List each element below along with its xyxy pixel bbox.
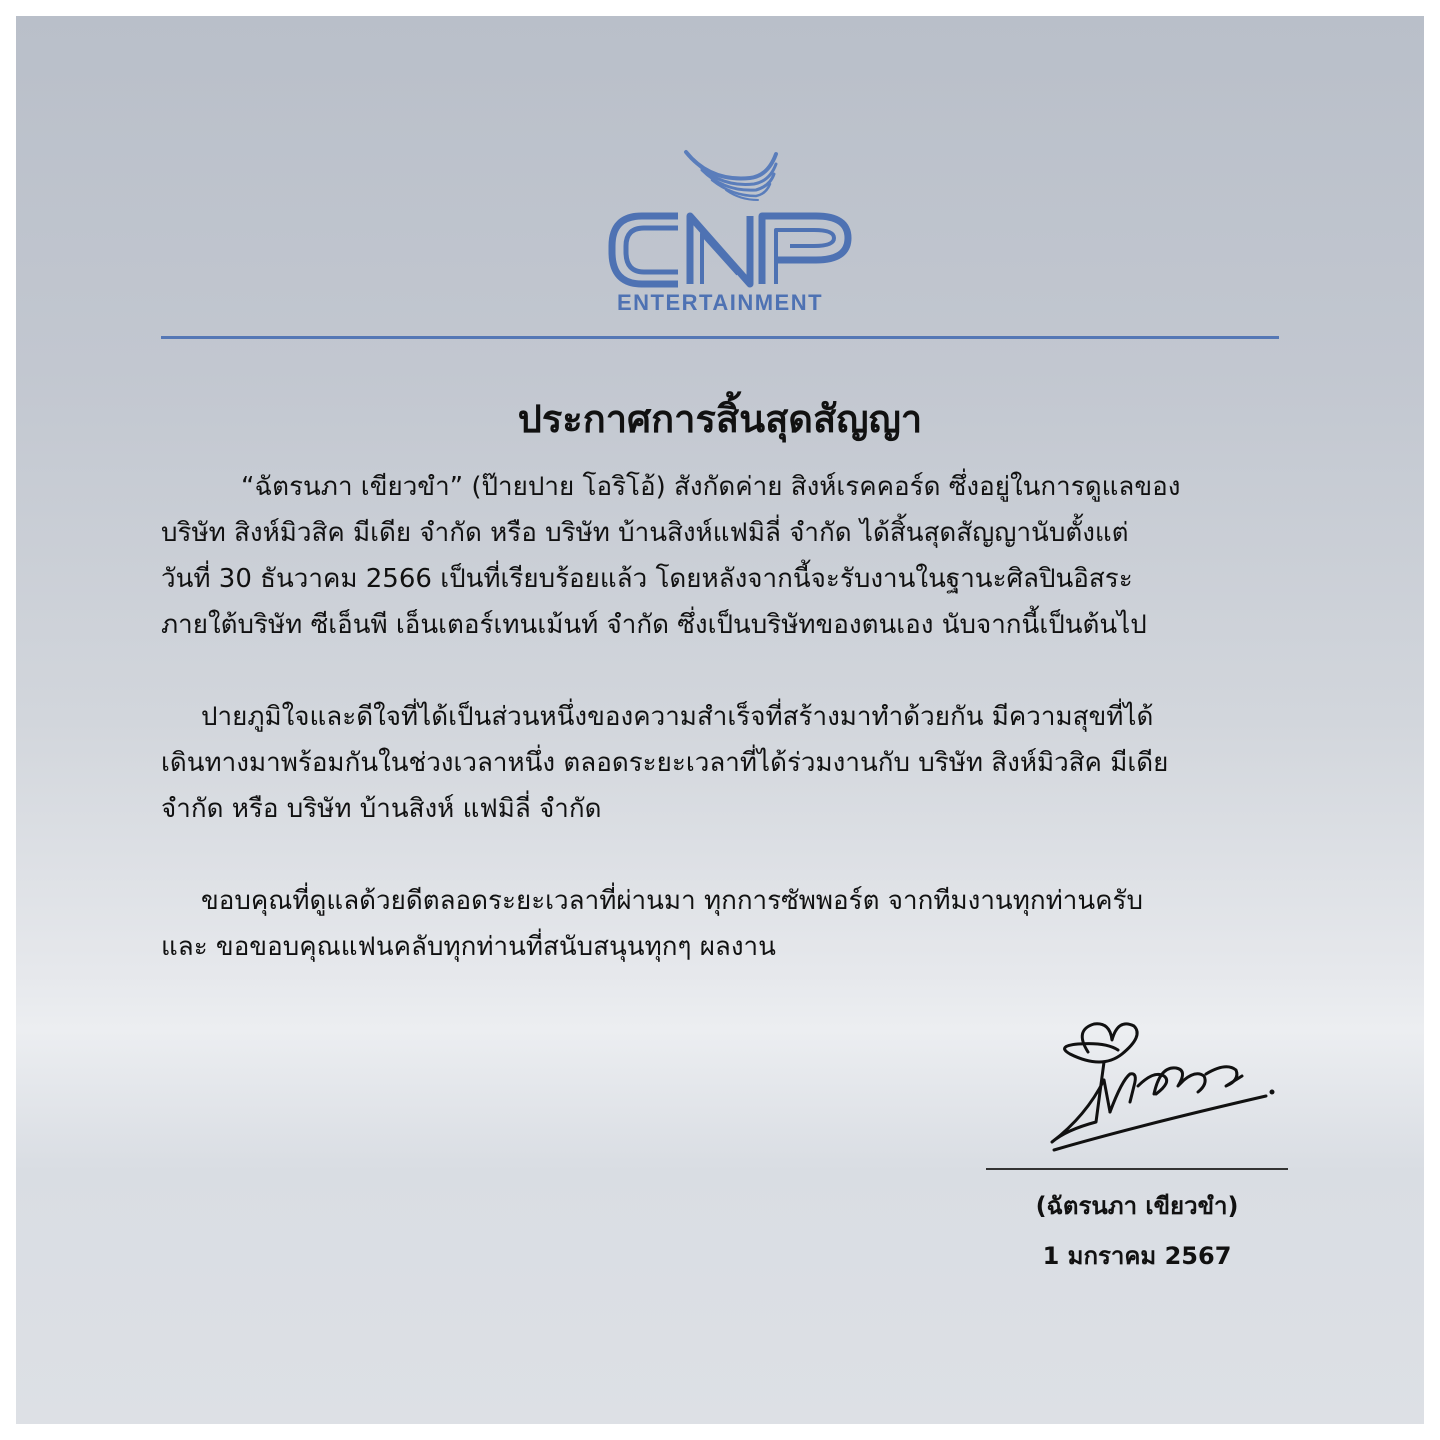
signatory-name: (ฉัตรนภา เขียวขำ) bbox=[1035, 1192, 1239, 1220]
paragraph-line: “ฉัตรนภา เขียวขำ” (ป๊ายปาย โอริโอ้) สังกัดค่าย สิงห์เรคคอร์ด ซึ่งอยู่ในการดูแลของ bbox=[241, 472, 1181, 502]
announcement-body bbox=[161, 464, 1291, 1016]
paragraph-2 bbox=[161, 694, 1291, 832]
paragraph-line: เดินทางมาพร้อมกันในช่วงเวลาหนึ่ง ตลอดระยะเวลาที่ได้ร่วมงานกับ บริษัท สิงห์มิวสิค มีเดีย bbox=[161, 748, 1169, 778]
signature-date: 1 มกราคม 2567 bbox=[1042, 1242, 1232, 1270]
page-title: ประกาศการสิ้นสุดสัญญา bbox=[517, 397, 923, 441]
announcement-document bbox=[16, 16, 1424, 1424]
signature-icon bbox=[1026, 1010, 1276, 1170]
paragraph-1 bbox=[161, 464, 1291, 648]
paragraph-line: บริษัท สิงห์มิวสิค มีเดีย จำกัด หรือ บริษัท บ้านสิงห์แฟมิลี่ จำกัด ได้สิ้นสุดสัญญานับตั้งแต่ bbox=[161, 518, 1129, 548]
signature-line bbox=[986, 1168, 1288, 1170]
paragraph-line: จำกัด หรือ บริษัท บ้านสิงห์ แฟมิลี่ จำกัด bbox=[161, 794, 602, 824]
paragraph-line: และ ขอขอบคุณแฟนคลับทุกท่านที่สนับสนุนทุกๆ ผลงาน bbox=[161, 932, 776, 962]
paragraph-line: ขอบคุณที่ดูแลด้วยดีตลอดระยะเวลาที่ผ่านมา ทุกการซัพพอร์ต จากทีมงานทุกท่านครับ bbox=[201, 886, 1143, 916]
header-divider bbox=[161, 336, 1279, 339]
paragraph-line: ปายภูมิใจและดีใจที่ได้เป็นส่วนหนึ่งของความสำเร็จที่สร้างมาทำด้วยกัน มีความสุขที่ได้ bbox=[201, 702, 1154, 732]
paragraph-line: ภายใต้บริษัท ซีเอ็นพี เอ็นเตอร์เทนเม้นท์ จำกัด ซึ่งเป็นบริษัทของตนเอง นับจากนี้เป็นต้นไป bbox=[161, 610, 1147, 640]
logo-subtitle: ENTERTAINMENT bbox=[616, 290, 824, 315]
paragraph-3 bbox=[161, 878, 1291, 970]
paragraph-line: วันที่ 30 ธันวาคม 2566 เป็นที่เรียบร้อยแล้ว โดยหลังจากนี้จะรับงานในฐานะศิลปินอิสระ bbox=[161, 564, 1133, 594]
